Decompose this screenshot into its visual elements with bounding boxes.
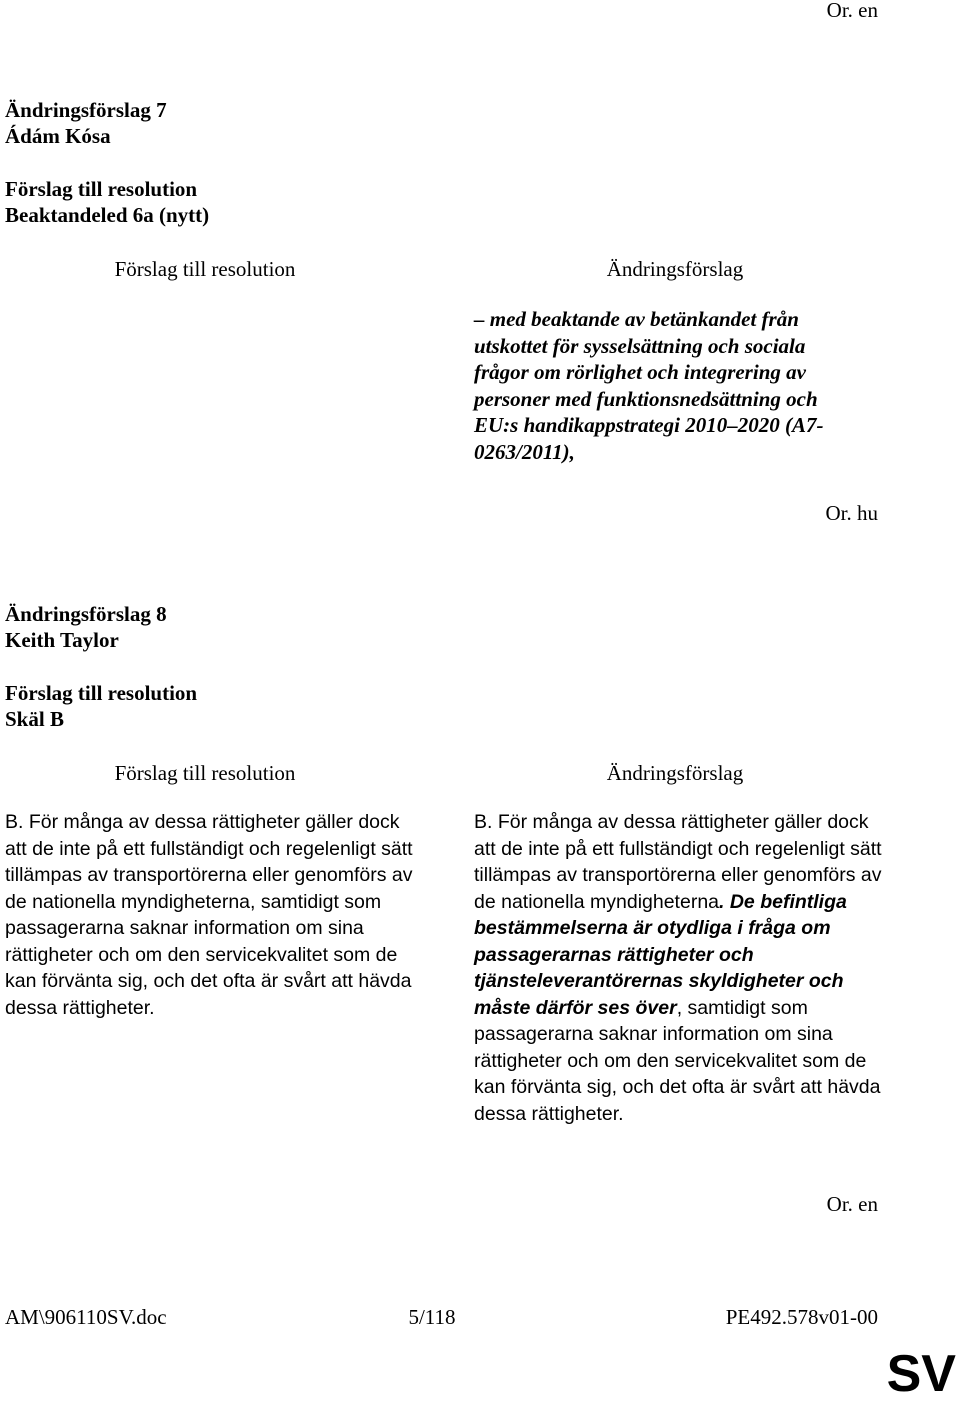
document-type: Förslag till resolution	[5, 177, 198, 201]
amendment-author: Ádám Kósa	[5, 124, 111, 148]
original-paragraph: B. För många av dessa rättigheter gäller dock att de inte på ett fullständigt och regelenligt sätt tillämpas av transportörerna eller genomförs av de nationella myndigheterna, samtidigt som passagerarna saknar information om sina rättigheter och om den servicekvalitet som de kan förvänta sig, och det ofta är svårt att hävda dessa rättigheter.	[5, 811, 413, 1019]
amendment-paragraph	[474, 809, 884, 1127]
footer-document-reference: AM\906110SV.doc	[5, 1305, 167, 1329]
amendment-text	[474, 306, 864, 465]
column-header-original: Förslag till resolution	[114, 761, 296, 785]
column-header-amendment: Ändringsförslag	[606, 761, 744, 785]
original-text	[5, 809, 415, 1021]
amendment-heading: Ändringsförslag 8	[5, 602, 167, 626]
document-reference: Beaktandeled 6a (nytt)	[5, 203, 210, 227]
language-code: SV	[886, 1345, 956, 1403]
amendment-heading: Ändringsförslag 7	[5, 98, 167, 122]
origin-label: Or. hu	[825, 501, 878, 525]
column-header-original: Förslag till resolution	[114, 257, 296, 281]
amendment-text	[474, 809, 884, 1127]
amendment-paragraph: – med beaktande av betänkandet från utskottet för sysselsättning och sociala frågor om rörlighet och integrering av personer med funktionsnedsättning och EU:s handikappstrategi 2010–2020 (A7-0263/2011),	[474, 307, 824, 464]
footer-pe-reference: PE492.578v01-00	[725, 1305, 878, 1329]
footer-page-number: 5/118	[408, 1305, 456, 1329]
column-header-amendment: Ändringsförslag	[606, 257, 744, 281]
unchanged-text: B. För många av dessa rättigheter gäller dock att de inte på ett fullständigt och regelenligt sätt tillämpas av transportörerna eller genomförs av de nationella myndigheterna	[474, 811, 882, 913]
origin-label-top: Or. en	[826, 0, 878, 22]
origin-label: Or. en	[826, 1192, 878, 1216]
amendment-author: Keith Taylor	[5, 628, 119, 652]
document-reference: Skäl B	[5, 707, 64, 731]
document-type: Förslag till resolution	[5, 681, 198, 705]
inserted-text: . De befintliga bestämmelserna är otydliga i fråga om passagerarnas rättigheter och tjänsteleverantörernas skyldigheter och måste därför ses över	[474, 890, 847, 1019]
unchanged-text: , samtidigt som passagerarna saknar information om sina rättigheter och om den servicekvalitet som de kan förvänta sig, och det ofta är svårt att hävda dessa rättigheter.	[474, 996, 881, 1125]
